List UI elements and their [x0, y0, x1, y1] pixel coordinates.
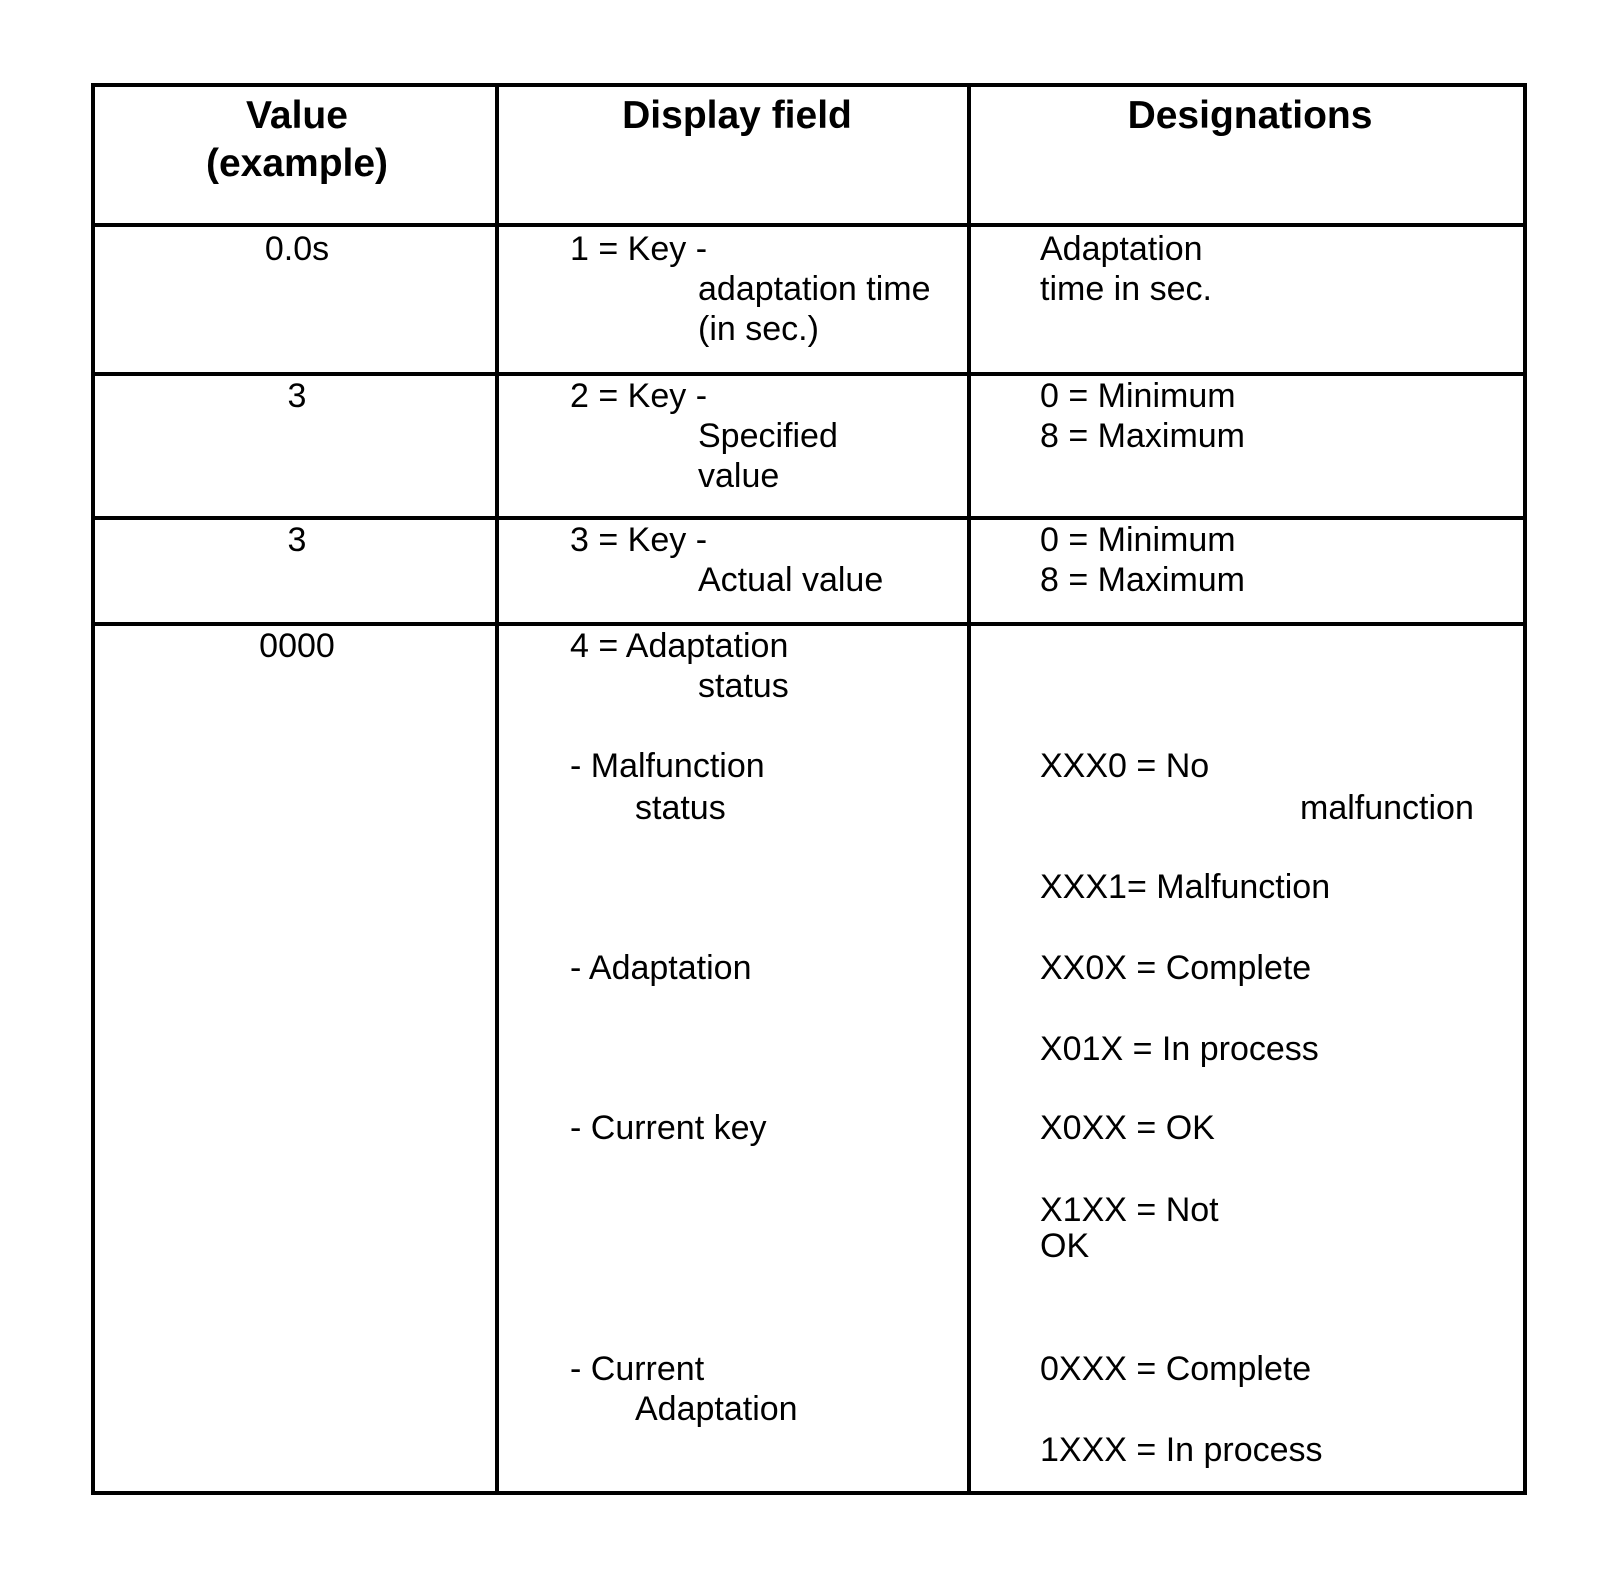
row2-display-line-3: value [698, 457, 780, 495]
row4-value: 0000 [259, 627, 335, 665]
row4-designation-8: 1XXX = In process [1040, 1431, 1323, 1469]
row4-display-title-line-2: status [698, 667, 789, 705]
row4-display-adaptation: - Adaptation [570, 949, 752, 987]
row4-display-title-line-1: 4 = Adaptation [570, 627, 789, 665]
header-display-field: Display field [622, 94, 852, 137]
row2-designation-line-2: 8 = Maximum [1040, 417, 1245, 455]
row3-designation-line-2: 8 = Maximum [1040, 561, 1245, 599]
row4-display-current-key: - Current key [570, 1109, 767, 1147]
row4-designation-6-line-2: OK [1040, 1227, 1090, 1265]
row4-designation-6-line-1: X1XX = Not [1040, 1191, 1219, 1229]
row2-display-line-1: 2 = Key - [570, 377, 708, 415]
row2-value: 3 [287, 377, 307, 415]
row4-display-malfunction-line-1: - Malfunction [570, 747, 765, 785]
row3-designation-line-1: 0 = Minimum [1040, 521, 1236, 559]
row1-display-line-1: 1 = Key - [570, 230, 708, 268]
row1-value: 0.0s [264, 230, 330, 268]
row4-designation-2: XXX1= Malfunction [1040, 868, 1331, 906]
row1-designation-line-1: Adaptation [1040, 230, 1203, 268]
row4-designation-5: X0XX = OK [1040, 1109, 1215, 1147]
row4-display-malfunction-line-2: status [635, 789, 726, 827]
row3-display-line-1: 3 = Key - [570, 521, 708, 559]
row2-display-line-2: Specified [698, 417, 838, 455]
row1-display-line-3: (in sec.) [698, 310, 819, 348]
row4-display-current-adaptation-line-1: - Current [570, 1350, 705, 1388]
row3-display-line-2: Actual value [698, 561, 884, 599]
row4-designation-7: 0XXX = Complete [1040, 1350, 1312, 1388]
row4-designation-4: X01X = In process [1040, 1030, 1319, 1068]
row1-designation-line-2: time in sec. [1040, 270, 1212, 308]
row4-designation-3: XX0X = Complete [1040, 949, 1312, 987]
row4-designation-1-line-1: XXX0 = No [1040, 747, 1210, 785]
header-value-line-2: (example) [205, 142, 389, 185]
row1-display-line-2: adaptation time [698, 270, 931, 308]
header-value-line-1: Value [246, 94, 348, 137]
row2-designation-line-1: 0 = Minimum [1040, 377, 1236, 415]
header-designations: Designations [1127, 94, 1373, 137]
header-value [147, 92, 447, 188]
row4-display-current-adaptation-line-2: Adaptation [635, 1390, 798, 1428]
row4-designation-1-line-2: malfunction [1300, 789, 1474, 827]
row3-value: 3 [287, 521, 307, 559]
